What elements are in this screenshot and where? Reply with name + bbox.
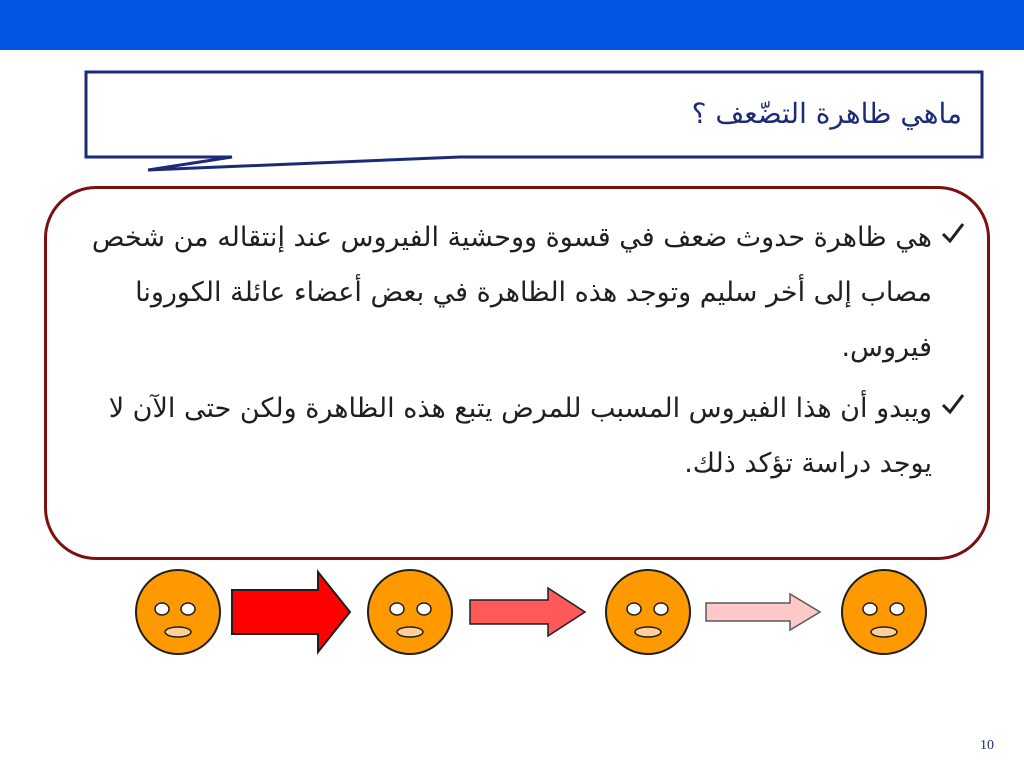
- arrow-right-icon: [706, 594, 820, 630]
- attenuation-diagram: [0, 568, 1024, 668]
- bullet-item: [90, 381, 966, 491]
- smiley-face-icon: [842, 570, 926, 654]
- slide-title: ماهي ظاهرة التضّعف ؟: [691, 97, 962, 130]
- smiley-face-icon: [606, 570, 690, 654]
- bullet-list: [90, 210, 966, 497]
- smiley-face-icon: [368, 570, 452, 654]
- check-icon: [940, 220, 966, 246]
- page-number: 10: [980, 738, 994, 753]
- bullet-item: [90, 210, 966, 375]
- arrow-right-icon: [470, 588, 585, 636]
- top-bar: [0, 0, 1024, 50]
- smiley-face-icon: [136, 570, 220, 654]
- bullet-text: هي ظاهرة حدوث ضعف في قسوة ووحشية الفيروس عند إنتقاله من شخص مصاب إلى أخر سليم وتوجد هذه الظاهرة في بعض أعضاء عائلة الكورونا فيروس.: [91, 222, 932, 363]
- check-icon: [940, 391, 966, 417]
- bullet-text: ويبدو أن هذا الفيروس المسبب للمرض يتبع هذه الظاهرة ولكن حتى الآن لا يوجد دراسة تؤكد ذلك.: [108, 393, 932, 479]
- arrow-right-icon: [232, 572, 350, 652]
